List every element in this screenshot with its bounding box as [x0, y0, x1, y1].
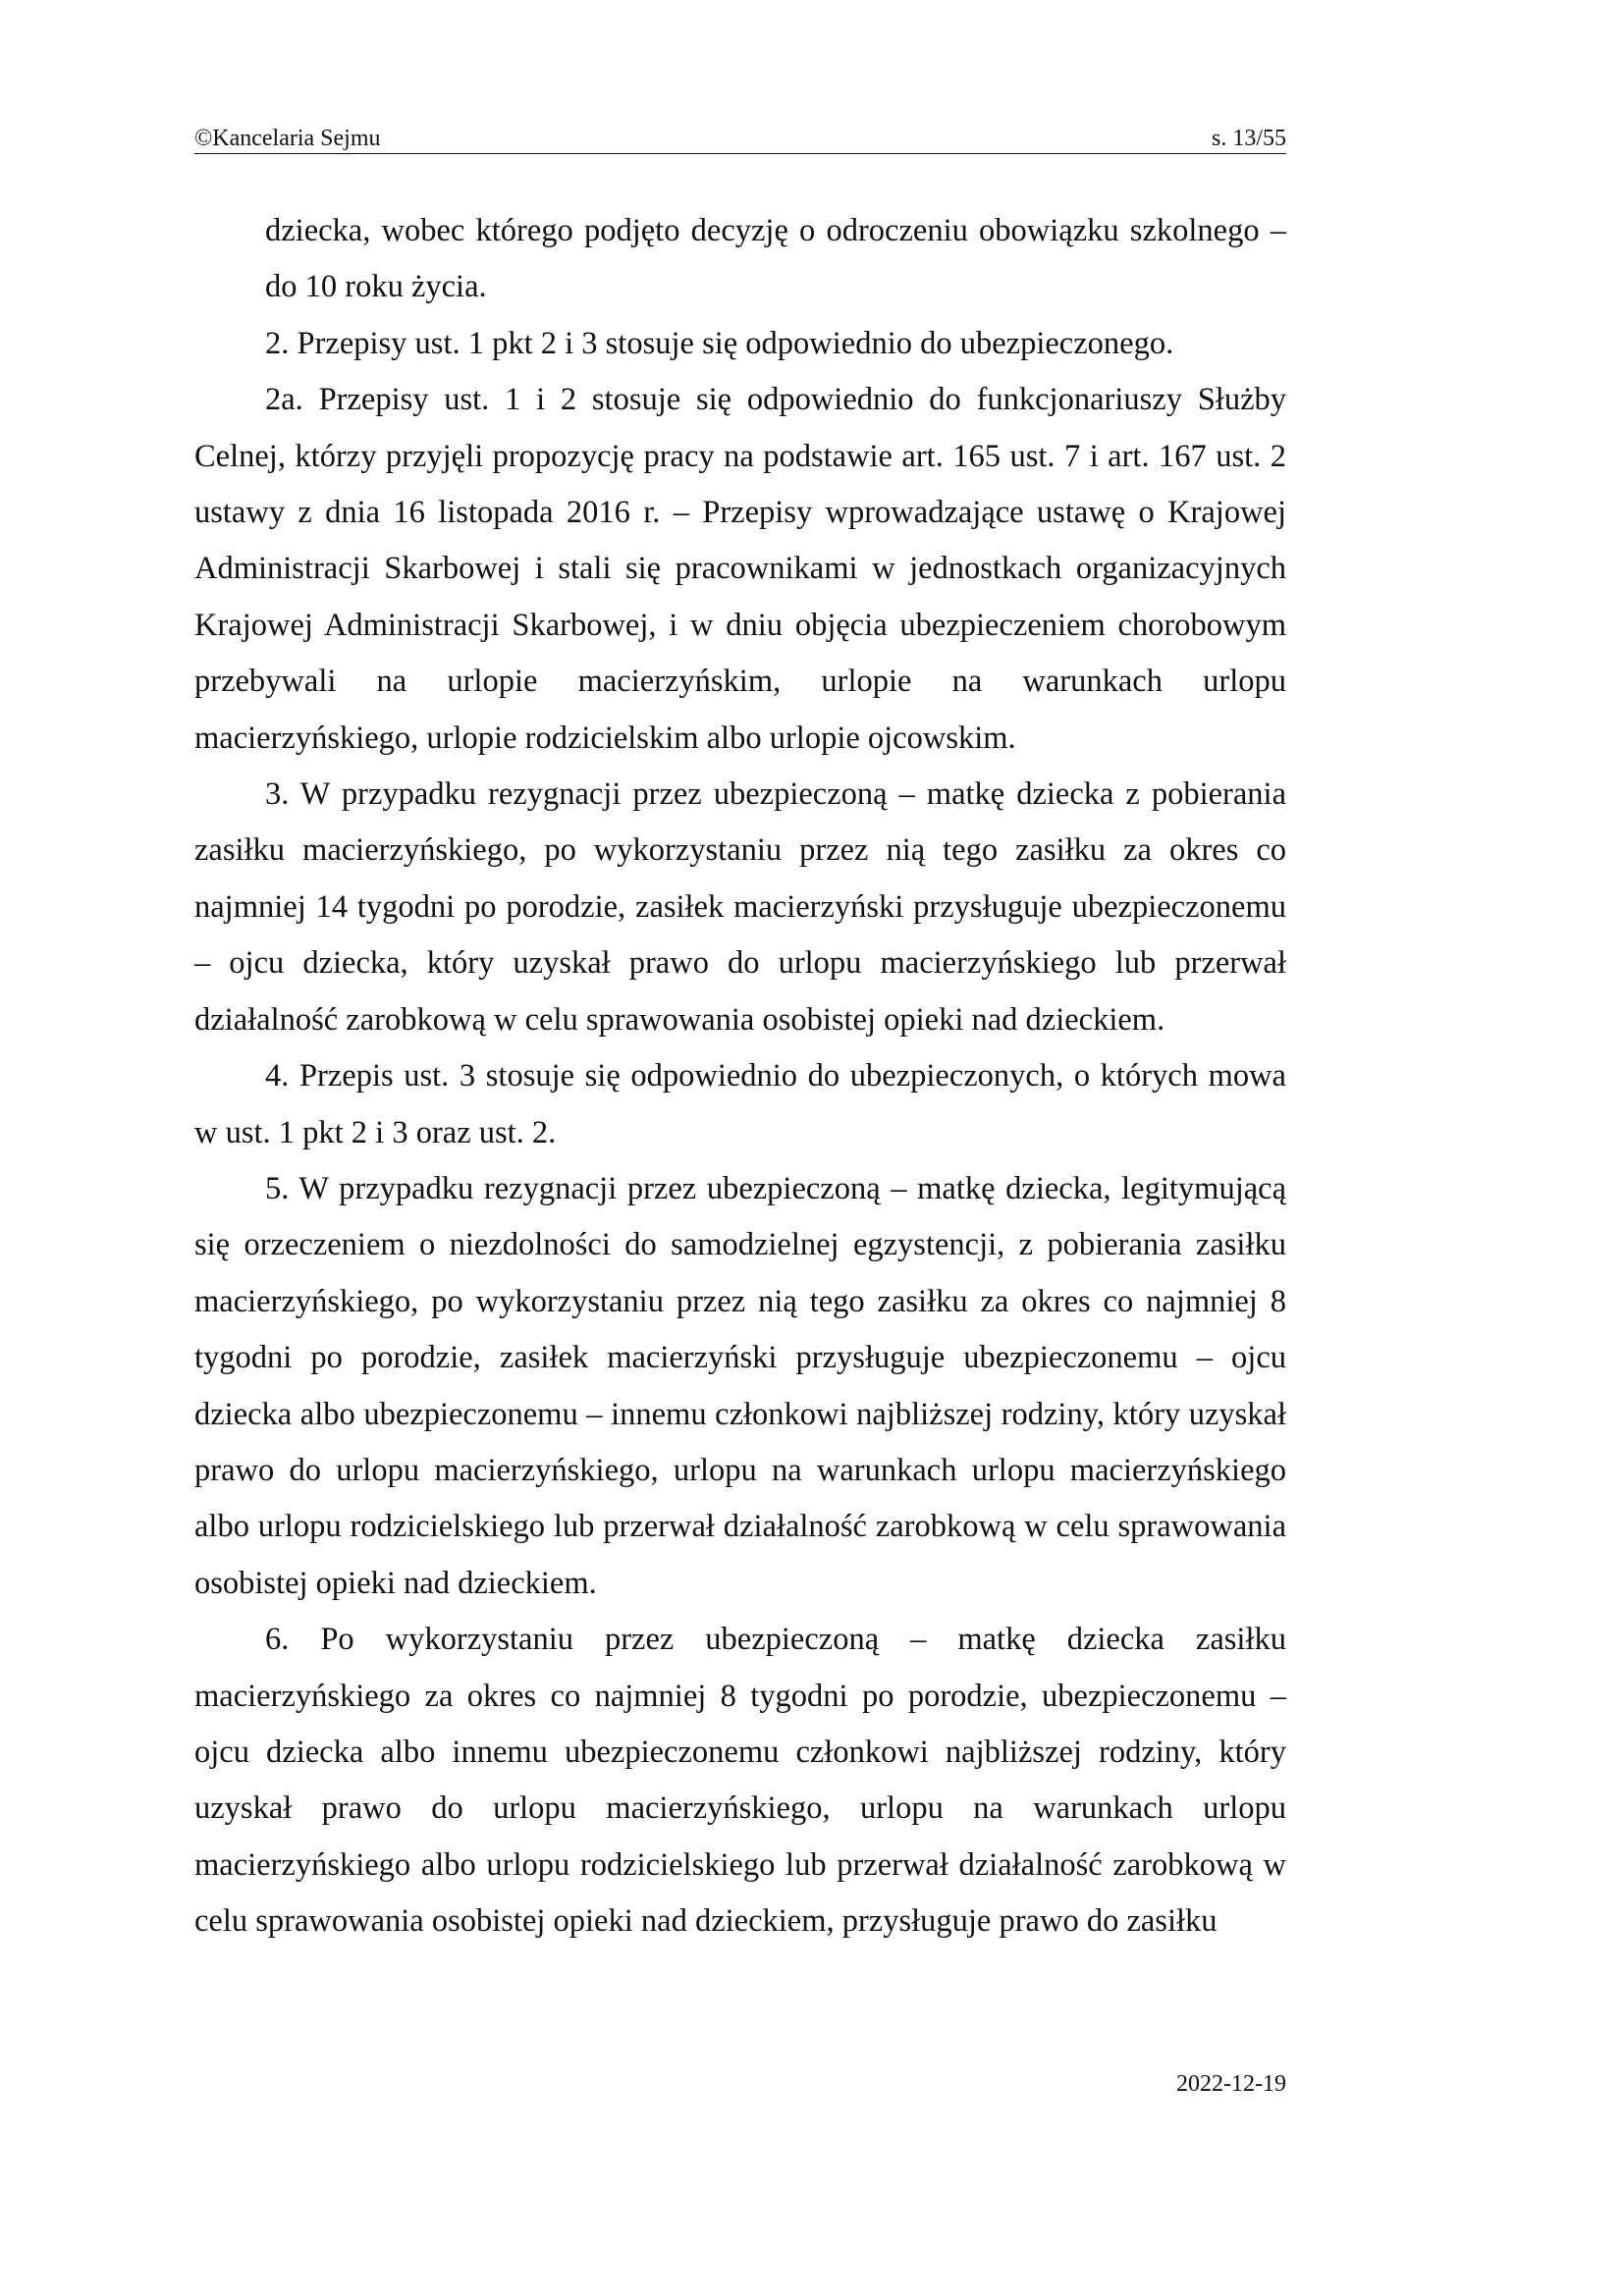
paragraph-ust-2a: 2a. Przepisy ust. 1 i 2 stosuje się odpowiednio do funkcjonariuszy Służby Celnej, którzy przyjęli propozycję pracy na podstawie art. 165 ust. 7 i art. 167 ust. 2 ustawy z dnia 16 listopada 2016 r. – Przepisy wprowadzające ustawę o Krajowej Administracji Skarbowej i stali się pracownikami w jednostkach organizacyjnych Krajowej Administracji Skarbowej, i w dniu objęcia ubezpieczeniem chorobowym przebywali na urlopie macierzyńskim, urlopie na warunkach urlopu macierzyńskiego, urlopie rodzicielskim albo urlopie ojcowskim. — [194, 382, 1286, 756]
header-page-number: s. 13/55 — [1211, 126, 1286, 151]
header-source: ©Kancelaria Sejmu — [194, 126, 381, 151]
footer-date: 2022-12-19 — [1176, 2071, 1286, 2097]
paragraph-ust-3: 3. W przypadku rezygnacji przez ubezpieczoną – matkę dziecka z pobierania zasiłku macierzyńskiego, po wykorzystaniu przez nią tego zasiłku za okres co najmniej 14 tygodni po porodzie, zasiłek macierzyński przysługuje ubezpieczonemu – ojcu dziecka, który uzyskał prawo do urlopu macierzyńskiego lub przerwał działalność zarobkową w celu sprawowania osobistej opieki nad dzieckiem. — [194, 776, 1286, 1038]
paragraph-continuation: dziecka, wobec którego podjęto decyzję o odroczeniu obowiązku szkolnego – do 10 roku życia. — [265, 213, 1286, 305]
page-header — [194, 124, 1286, 154]
paragraph-ust-4: 4. Przepis ust. 3 stosuje się odpowiednio do ubezpieczonych, o których mowa w ust. 1 pkt 2 i 3 oraz ust. 2. — [194, 1058, 1286, 1150]
document-body — [194, 203, 1286, 1950]
paragraph-ust-5: 5. W przypadku rezygnacji przez ubezpieczoną – matkę dziecka, legitymującą się orzeczeniem o niezdolności do samodzielnej egzystencji, z pobierania zasiłku macierzyńskiego, po wykorzystaniu przez nią tego zasiłku za okres co najmniej 8 tygodni po porodzie, zasiłek macierzyński przysługuje ubezpieczonemu – ojcu dziecka albo ubezpieczonemu – innemu członkowi najbliższej rodziny, który uzyskał prawo do urlopu macierzyńskiego, urlopu na warunkach urlopu macierzyńskiego albo urlopu rodzicielskiego lub przerwał działalność zarobkową w celu sprawowania osobistej opieki nad dzieckiem. — [194, 1170, 1286, 1601]
paragraph-ust-6: 6. Po wykorzystaniu przez ubezpieczoną – matkę dziecka zasiłku macierzyńskiego za okres co najmniej 8 tygodni po porodzie, ubezpieczonemu – ojcu dziecka albo innemu ubezpieczonemu członkowi najbliższej rodziny, który uzyskał prawo do urlopu macierzyńskiego, urlopu na warunkach urlopu macierzyńskiego albo urlopu rodzicielskiego lub przerwał działalność zarobkową w celu sprawowania osobistej opieki nad dzieckiem, przysługuje prawo do zasiłku — [194, 1622, 1286, 1940]
paragraph-ust-2: 2. Przepisy ust. 1 pkt 2 i 3 stosuje się odpowiednio do ubezpieczonego. — [265, 325, 1174, 361]
